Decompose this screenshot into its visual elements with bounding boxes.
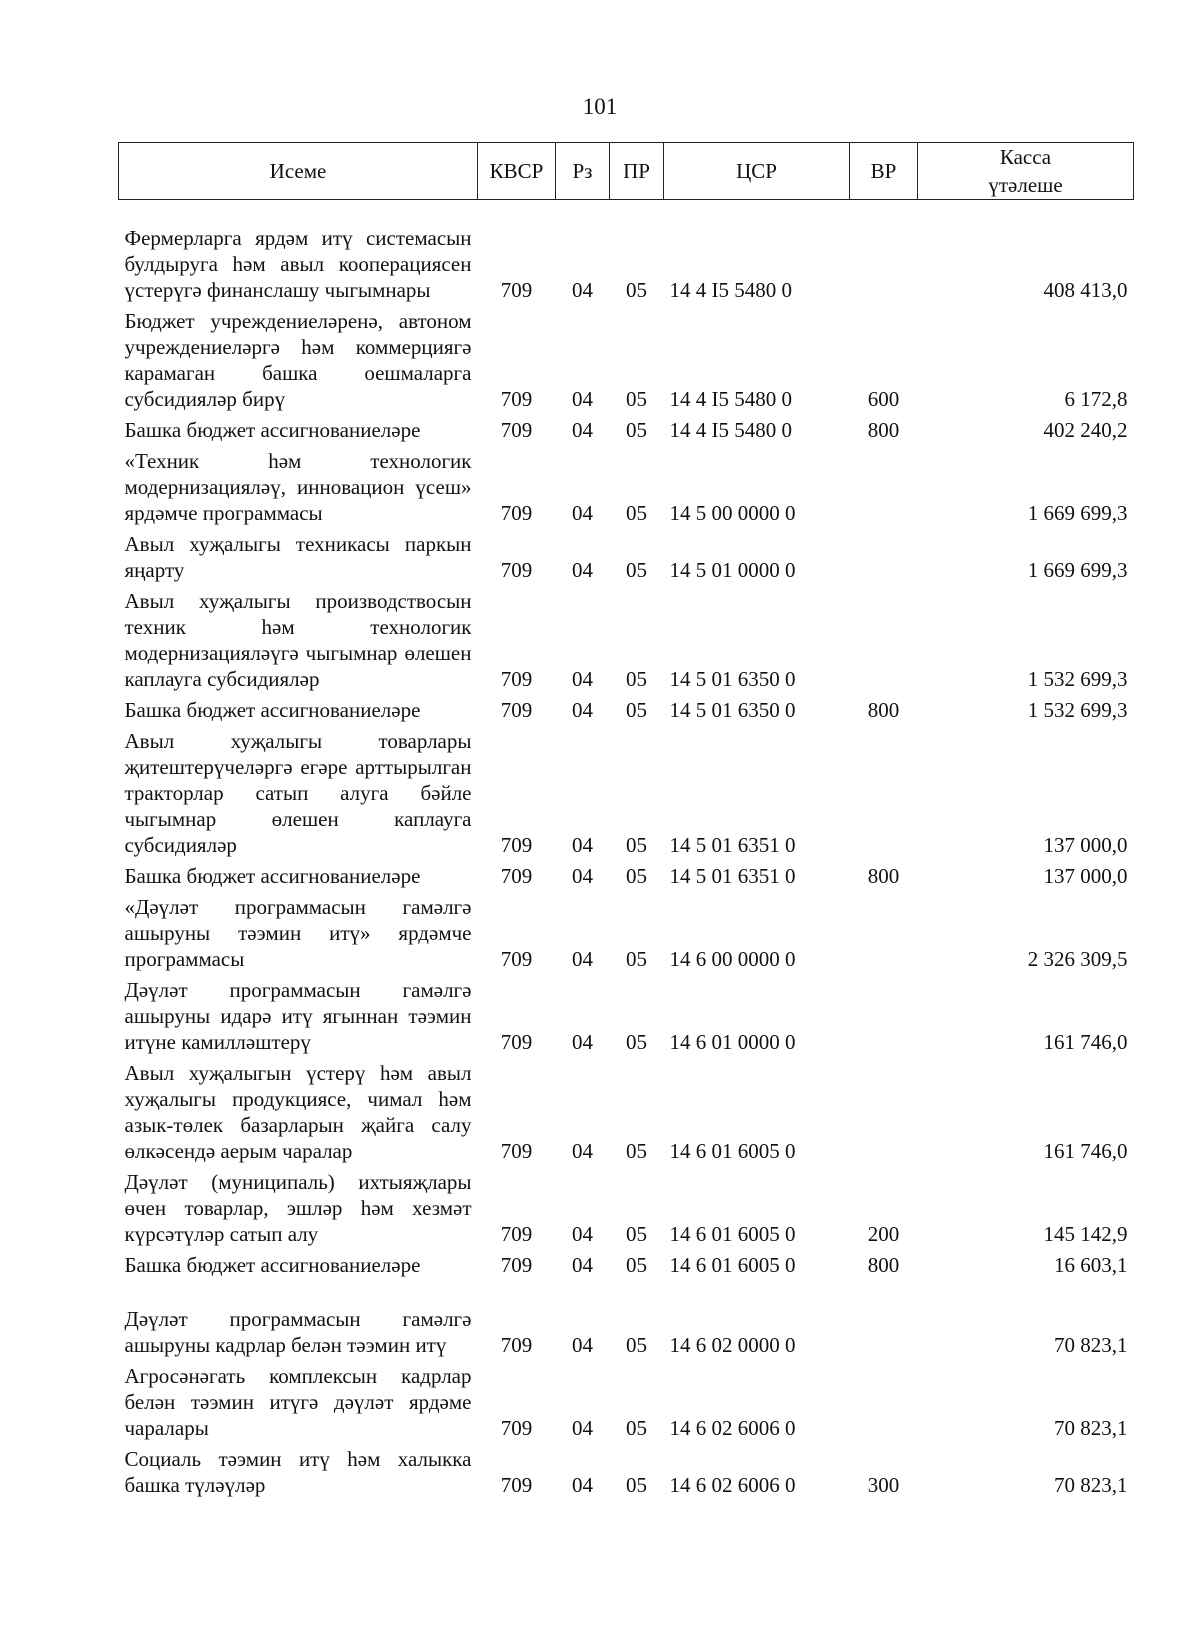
row-amount: 70 823,1 [1054, 1332, 1128, 1357]
row-csr: 14 6 01 6005 0 [669, 1221, 796, 1246]
table-row [119, 1280, 1134, 1360]
row-vr: 800 [867, 863, 900, 888]
table-row [119, 694, 1134, 725]
row-rz: 04 [572, 386, 593, 411]
row-vr [850, 585, 918, 694]
table-row [119, 1360, 1134, 1443]
row-amount: 161 746,0 [1043, 1029, 1128, 1054]
row-vr [850, 1057, 918, 1166]
row-rz: 04 [572, 666, 593, 691]
row-pr: 05 [626, 1472, 647, 1497]
row-name: Агросәнәгать комплексын кадрлар белән тәэмин итүгә дәүләт ярдәме чаралары [124, 1363, 472, 1440]
row-pr: 05 [626, 557, 647, 582]
row-kvsr: 709 [500, 1221, 533, 1246]
row-amount: 1 532 699,3 [1027, 697, 1128, 722]
row-vr: 300 [867, 1472, 900, 1497]
row-csr: 14 5 00 0000 0 [669, 500, 796, 525]
row-kvsr: 709 [500, 1029, 533, 1054]
row-vr [850, 1280, 918, 1360]
row-amount: 145 142,9 [1043, 1221, 1128, 1246]
row-vr: 800 [867, 417, 900, 442]
row-rz: 04 [572, 1472, 593, 1497]
row-csr: 14 6 01 0000 0 [669, 1029, 796, 1054]
header-kvsr: КВСР [478, 143, 556, 200]
row-vr [850, 200, 918, 305]
row-amount: 1 669 699,3 [1027, 557, 1128, 582]
row-name: Бюджет учреждениеләренә, автоном учреждениеләргә һәм коммерциягә карамаган башка оешмаларга субсидияләр бирү [124, 308, 472, 411]
row-rz: 04 [572, 1138, 593, 1163]
row-rz: 04 [572, 500, 593, 525]
row-csr: 14 6 00 0000 0 [669, 946, 796, 971]
row-vr [850, 1360, 918, 1443]
header-amount [918, 143, 1134, 200]
row-name: Фермерларга ярдәм итү системасын булдыруга һәм авыл кооперациясен үстерүгә финанслашу чыгымнары [124, 225, 472, 302]
row-csr: 14 6 02 0000 0 [669, 1332, 796, 1357]
row-amount: 70 823,1 [1054, 1472, 1128, 1497]
row-csr: 14 4 I5 5480 0 [669, 417, 792, 442]
row-kvsr: 709 [500, 557, 533, 582]
table-row [119, 528, 1134, 585]
row-name: «Дәүләт программасын гамәлгә ашыруны тәэмин итү» ярдәмче программасы [124, 894, 472, 971]
row-amount: 1 669 699,3 [1027, 500, 1128, 525]
row-kvsr: 709 [500, 1252, 533, 1277]
row-kvsr: 709 [500, 832, 533, 857]
row-pr: 05 [626, 500, 647, 525]
row-amount: 70 823,1 [1054, 1415, 1128, 1440]
row-pr: 05 [626, 863, 647, 888]
table-row [119, 860, 1134, 891]
table-row [119, 414, 1134, 445]
row-kvsr: 709 [500, 277, 533, 302]
table-row [119, 585, 1134, 694]
table-header [119, 143, 1134, 200]
header-name: Исеме [119, 143, 478, 200]
table-row [119, 891, 1134, 974]
row-csr: 14 4 I5 5480 0 [669, 277, 792, 302]
table-row [119, 305, 1134, 414]
row-amount: 137 000,0 [1043, 832, 1128, 857]
row-pr: 05 [626, 946, 647, 971]
table-row [119, 974, 1134, 1057]
row-vr: 800 [867, 1252, 900, 1277]
header-row [119, 143, 1134, 200]
row-name: Авыл хуҗалыгы товарлары җитештерүчеләргә егәре арттырылган тракторлар сатып алуга бәйле чыгымнар өлешен каплауга субсидияләр [124, 728, 472, 857]
row-pr: 05 [626, 1138, 647, 1163]
row-pr: 05 [626, 1029, 647, 1054]
header-csr: ЦСР [664, 143, 850, 200]
row-pr: 05 [626, 386, 647, 411]
row-amount: 6 172,8 [1064, 386, 1128, 411]
page-number: 101 [582, 94, 618, 119]
row-rz: 04 [572, 417, 593, 442]
row-csr: 14 6 01 6005 0 [669, 1252, 796, 1277]
row-pr: 05 [626, 1221, 647, 1246]
header-pr: ПР [610, 143, 664, 200]
row-vr [850, 891, 918, 974]
row-name: Авыл хуҗалыгы техникасы паркын яңарту [124, 531, 472, 582]
row-csr: 14 5 01 6351 0 [669, 863, 796, 888]
row-csr: 14 5 01 6350 0 [669, 666, 796, 691]
row-name: Башка бюджет ассигнованиеләре [124, 417, 421, 442]
row-rz: 04 [572, 697, 593, 722]
table-row [119, 725, 1134, 860]
row-pr: 05 [626, 1252, 647, 1277]
row-vr [850, 528, 918, 585]
row-name: Башка бюджет ассигнованиеләре [124, 697, 421, 722]
row-pr: 05 [626, 832, 647, 857]
row-kvsr: 709 [500, 1472, 533, 1497]
row-name: Дәүләт программасын гамәлгә ашыруны идарә итү ягыннан тәэмин итүне камилләштерү [124, 977, 472, 1054]
row-name: Башка бюджет ассигнованиеләре [124, 1252, 421, 1277]
row-rz: 04 [572, 1029, 593, 1054]
row-pr: 05 [626, 1415, 647, 1440]
row-csr: 14 4 I5 5480 0 [669, 386, 792, 411]
row-vr [850, 725, 918, 860]
row-amount: 408 413,0 [1043, 277, 1128, 302]
row-pr: 05 [626, 1332, 647, 1357]
row-csr: 14 5 01 6350 0 [669, 697, 796, 722]
row-csr: 14 6 02 6006 0 [669, 1415, 796, 1440]
row-rz: 04 [572, 863, 593, 888]
row-pr: 05 [626, 666, 647, 691]
row-vr [850, 974, 918, 1057]
table-row [119, 1249, 1134, 1280]
table-row [119, 1166, 1134, 1249]
row-vr: 200 [867, 1221, 900, 1246]
row-pr: 05 [626, 417, 647, 442]
table-row [119, 1443, 1134, 1500]
row-rz: 04 [572, 1332, 593, 1357]
row-csr: 14 5 01 6351 0 [669, 832, 796, 857]
row-kvsr: 709 [500, 697, 533, 722]
row-kvsr: 709 [500, 1415, 533, 1440]
row-kvsr: 709 [500, 386, 533, 411]
row-rz: 04 [572, 1221, 593, 1246]
table-row [119, 445, 1134, 528]
row-rz: 04 [572, 832, 593, 857]
header-rz: Рз [556, 143, 610, 200]
row-rz: 04 [572, 1252, 593, 1277]
budget-table [118, 142, 1134, 1500]
row-kvsr: 709 [500, 1332, 533, 1357]
row-name: «Техник һәм технологик модернизацияләү, инновацион үсеш» ярдәмче программасы [124, 448, 472, 525]
header-amount-line1: Касса [999, 145, 1052, 169]
row-name: Башка бюджет ассигнованиеләре [124, 863, 421, 888]
row-vr: 800 [867, 697, 900, 722]
row-name: Социаль тәэмин итү һәм халыкка башка түләүләр [124, 1446, 472, 1497]
row-kvsr: 709 [500, 417, 533, 442]
row-rz: 04 [572, 557, 593, 582]
table-row [119, 1057, 1134, 1166]
row-kvsr: 709 [500, 500, 533, 525]
row-kvsr: 709 [500, 666, 533, 691]
row-vr: 600 [867, 386, 900, 411]
row-pr: 05 [626, 277, 647, 302]
row-amount: 402 240,2 [1043, 417, 1128, 442]
table-body [119, 200, 1134, 1500]
row-rz: 04 [572, 946, 593, 971]
row-amount: 16 603,1 [1054, 1252, 1128, 1277]
row-pr: 05 [626, 697, 647, 722]
row-name: Дәүләт программасын гамәлгә ашыруны кадрлар белән тәэмин итү [124, 1306, 472, 1357]
row-amount: 1 532 699,3 [1027, 666, 1128, 691]
row-name: Дәүләт (муниципаль) ихтыяҗлары өчен товарлар, эшләр һәм хезмәт күрсәтүләр сатып алу [124, 1169, 472, 1246]
row-kvsr: 709 [500, 863, 533, 888]
row-vr [850, 445, 918, 528]
row-amount: 137 000,0 [1043, 863, 1128, 888]
row-rz: 04 [572, 1415, 593, 1440]
row-csr: 14 6 01 6005 0 [669, 1138, 796, 1163]
row-csr: 14 6 02 6006 0 [669, 1472, 796, 1497]
header-amount-line2: үтәлеше [988, 173, 1063, 197]
table-row [119, 200, 1134, 305]
row-kvsr: 709 [500, 1138, 533, 1163]
row-kvsr: 709 [500, 946, 533, 971]
row-amount: 161 746,0 [1043, 1138, 1128, 1163]
row-name: Авыл хуҗалыгы производствосын техник һәм технологик модернизацияләүгә чыгымнар өлешен каплауга субсидияләр [124, 588, 472, 691]
row-csr: 14 5 01 0000 0 [669, 557, 796, 582]
header-vr: ВР [850, 143, 918, 200]
row-rz: 04 [572, 277, 593, 302]
row-amount: 2 326 309,5 [1027, 946, 1128, 971]
row-name: Авыл хуҗалыгын үстерү һәм авыл хуҗалыгы продукциясе, чимал һәм азык-төлек базарларын җайга салу өлкәсендә аерым чаралар [124, 1060, 472, 1163]
